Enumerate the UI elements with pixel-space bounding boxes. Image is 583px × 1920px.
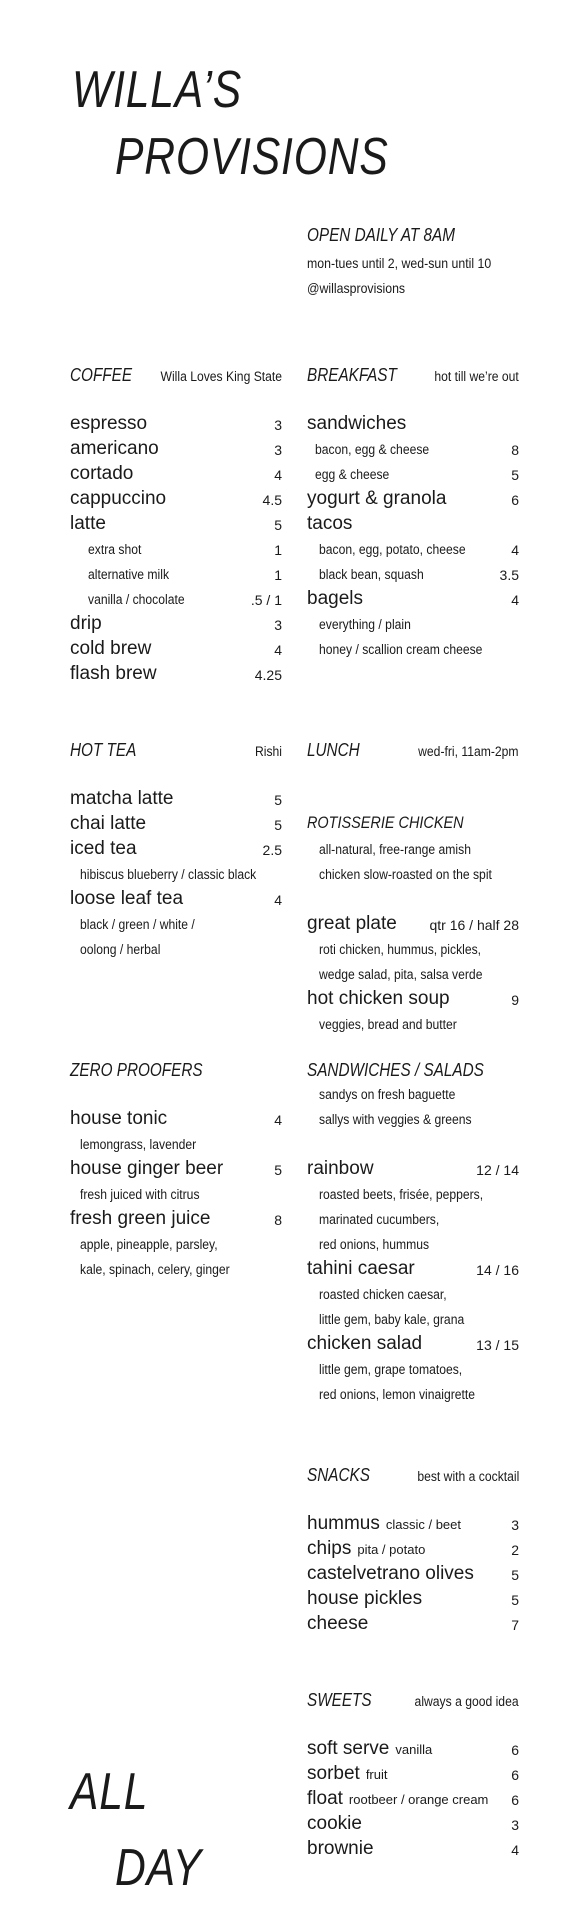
- item-description: [70, 941, 282, 961]
- menu-item: [307, 1333, 519, 1357]
- item-name: fresh green juice: [70, 1208, 211, 1229]
- item-description: [70, 1236, 282, 1256]
- menu-item: [307, 588, 519, 612]
- item-price: 1: [274, 567, 282, 583]
- item-name: tahini caesar: [307, 1258, 415, 1279]
- item-price: 5: [511, 467, 519, 483]
- item-note: pita / potato: [357, 1542, 426, 1557]
- item-description: [307, 1111, 519, 1131]
- menu-item: [307, 1738, 519, 1762]
- item-price: 5: [274, 817, 282, 833]
- footer-line-2: DAY: [115, 1839, 202, 1897]
- sub-item: [307, 466, 519, 486]
- item-price: 4: [274, 642, 282, 658]
- menu-item: [307, 1788, 519, 1812]
- item-description: [70, 1261, 282, 1281]
- add-on-item: [70, 541, 282, 561]
- item-name: kale, spinach, celery, ginger: [80, 1262, 230, 1277]
- item-name: house tonic: [70, 1108, 168, 1129]
- item-price: 4: [274, 1112, 282, 1128]
- item-name: americano: [70, 438, 159, 459]
- item-name: marinated cucumbers,: [319, 1212, 440, 1227]
- item-description: [307, 1186, 519, 1206]
- social-handle: @willasprovisions: [307, 280, 406, 296]
- menu-item: [70, 813, 282, 837]
- item-description: [307, 1386, 519, 1406]
- item-description: [307, 966, 519, 986]
- item-price: 4: [274, 467, 282, 483]
- item-price: 6: [511, 1792, 519, 1808]
- menu-item: [307, 1563, 519, 1587]
- item-description: [307, 941, 519, 961]
- section-header: [307, 365, 519, 389]
- item-price: 6: [511, 1742, 519, 1758]
- item-name: sandwiches: [307, 413, 407, 434]
- item-price: 8: [511, 442, 519, 458]
- menu-item: [307, 1763, 519, 1787]
- item-name: cheese: [307, 1613, 369, 1634]
- item-name: black / green / white /: [80, 917, 195, 932]
- item-name: house ginger beer: [70, 1158, 224, 1179]
- item-description: [307, 1311, 519, 1331]
- menu-item: [70, 438, 282, 462]
- item-note: rootbeer / orange cream: [348, 1792, 489, 1807]
- menu-item: [70, 638, 282, 662]
- item-price: 13 / 15: [476, 1337, 519, 1353]
- item-name: float: [307, 1788, 343, 1809]
- menu-item: [307, 1258, 519, 1282]
- item-name: wedge salad, pita, salsa verde: [319, 967, 483, 982]
- section-subtitle: Rishi: [254, 744, 282, 759]
- sub-item: [307, 566, 519, 586]
- item-description: [307, 866, 519, 886]
- item-name: iced tea: [70, 838, 137, 859]
- item-name: roasted chicken caesar,: [319, 1287, 447, 1302]
- item-price: 3: [511, 1517, 519, 1533]
- item-price: 4: [511, 1842, 519, 1858]
- item-price: 14 / 16: [476, 1262, 519, 1278]
- menu-item: [70, 413, 282, 437]
- item-description: [307, 1211, 519, 1231]
- section-header: [70, 740, 282, 764]
- item-name: cold brew: [70, 638, 152, 659]
- item-name: brownie: [307, 1838, 374, 1859]
- item-price: 6: [511, 492, 519, 508]
- item-name: drip: [70, 613, 102, 634]
- item-price: 7: [511, 1617, 519, 1633]
- menu-item: [70, 838, 282, 862]
- item-name: flash brew: [70, 663, 157, 684]
- item-description: [70, 1136, 282, 1156]
- item-name: soft serve: [307, 1738, 390, 1759]
- item-description: [307, 841, 519, 861]
- menu-item: [307, 988, 519, 1012]
- item-name: chai latte: [70, 813, 147, 834]
- item-price: 2.5: [262, 842, 282, 858]
- item-name: latte: [70, 513, 106, 534]
- item-name: egg & cheese: [315, 467, 390, 482]
- sub-item: [307, 641, 519, 661]
- item-price: 1: [274, 542, 282, 558]
- menu-item: [70, 1158, 282, 1182]
- item-name: cappuccino: [70, 488, 167, 509]
- add-on-item: [70, 566, 282, 586]
- item-description: [307, 1286, 519, 1306]
- section-title: LUNCH: [307, 740, 360, 760]
- item-name: veggies, bread and butter: [319, 1017, 457, 1032]
- menu-item: [307, 413, 519, 437]
- item-price: qtr 16 / half 28: [429, 917, 519, 933]
- item-name: apple, pineapple, parsley,: [80, 1237, 218, 1252]
- menu-item: [307, 1158, 519, 1182]
- item-price: 3.5: [499, 567, 519, 583]
- item-name: great plate: [307, 913, 397, 934]
- item-name: everything / plain: [319, 617, 411, 632]
- item-name: black bean, squash: [319, 567, 424, 582]
- item-price: 3: [274, 417, 282, 433]
- item-price: 4.25: [254, 667, 282, 683]
- item-price: 8: [274, 1212, 282, 1228]
- item-name: red onions, hummus: [319, 1237, 430, 1252]
- section-title: BREAKFAST: [307, 365, 397, 385]
- item-name: hot chicken soup: [307, 988, 450, 1009]
- menu-item: [307, 513, 519, 537]
- item-name: red onions, lemon vinaigrette: [319, 1387, 476, 1402]
- item-name: yogurt & granola: [307, 488, 447, 509]
- item-name: lemongrass, lavender: [80, 1137, 197, 1152]
- section-title: SWEETS: [307, 1690, 372, 1710]
- section-subtitle: always a good idea: [414, 1694, 519, 1709]
- item-name: castelvetrano olives: [307, 1563, 474, 1584]
- item-price: 5: [274, 517, 282, 533]
- item-name: matcha latte: [70, 788, 174, 809]
- item-name: honey / scallion cream cheese: [319, 642, 483, 657]
- menu-item: [307, 488, 519, 512]
- menu-item: [307, 1813, 519, 1837]
- item-name: roasted beets, frisée, peppers,: [319, 1187, 484, 1202]
- item-name: rainbow: [307, 1158, 374, 1179]
- item-name: hibiscus blueberry / classic black: [80, 867, 257, 882]
- item-description: [70, 916, 282, 936]
- item-name: roti chicken, hummus, pickles,: [319, 942, 482, 957]
- section-title: ZERO PROOFERS: [70, 1060, 203, 1080]
- menu-item: [70, 663, 282, 687]
- rotisserie-heading: ROTISSERIE CHICKEN: [307, 813, 464, 832]
- item-price: 4: [511, 592, 519, 608]
- item-description: [307, 1086, 519, 1106]
- item-name: fresh juiced with citrus: [80, 1187, 200, 1202]
- section-header: [307, 740, 519, 764]
- item-price: 5: [511, 1592, 519, 1608]
- item-name: sorbet: [307, 1763, 360, 1784]
- item-price: 9: [511, 992, 519, 1008]
- section-subtitle: best with a cocktail: [417, 1469, 519, 1484]
- item-description: [307, 1236, 519, 1256]
- sub-item: [307, 541, 519, 561]
- item-name: oolong / herbal: [80, 942, 161, 957]
- section-header: [70, 1060, 282, 1084]
- item-price: 3: [274, 442, 282, 458]
- item-name: cookie: [307, 1813, 362, 1834]
- item-name: sallys with veggies & greens: [319, 1112, 472, 1127]
- menu-item: [70, 513, 282, 537]
- item-price: 5: [274, 792, 282, 808]
- menu-item: [70, 788, 282, 812]
- item-price: .5 / 1: [250, 592, 282, 608]
- item-name: little gem, grape tomatoes,: [319, 1362, 463, 1377]
- add-on-item: [70, 591, 282, 611]
- hours-line: mon-tues until 2, wed-sun until 10: [307, 255, 492, 271]
- sub-item: [307, 441, 519, 461]
- item-name: bacon, egg, potato, cheese: [319, 542, 466, 557]
- item-name: tacos: [307, 513, 353, 534]
- item-note: classic / beet: [385, 1517, 462, 1532]
- item-name: hummus: [307, 1513, 380, 1534]
- hours-heading: OPEN DAILY AT 8AM: [307, 225, 455, 245]
- section-header: [307, 1465, 519, 1489]
- item-name: all-natural, free-range amish: [319, 842, 471, 857]
- section-title: SNACKS: [307, 1465, 370, 1485]
- section-header: [307, 1690, 519, 1714]
- section-header: [70, 365, 282, 389]
- menu-item: [307, 1538, 519, 1562]
- item-price: 3: [511, 1817, 519, 1833]
- title-line-1: WILLA’S: [72, 61, 243, 119]
- sub-item: [307, 616, 519, 636]
- section-header: [307, 1060, 519, 1084]
- item-name: little gem, baby kale, grana: [319, 1312, 465, 1327]
- title-line-2: PROVISIONS: [115, 128, 389, 186]
- item-description: [307, 1361, 519, 1381]
- item-name: chips: [307, 1538, 352, 1559]
- item-name: sandys on fresh baguette: [319, 1087, 456, 1102]
- item-name: chicken slow-roasted on the spit: [319, 867, 492, 882]
- menu-item: [307, 1513, 519, 1537]
- menu-item: [307, 913, 519, 937]
- item-price: 12 / 14: [476, 1162, 519, 1178]
- item-name: loose leaf tea: [70, 888, 184, 909]
- section-subtitle: hot till we’re out: [434, 369, 519, 384]
- item-description: [70, 866, 282, 886]
- item-name: alternative milk: [88, 567, 170, 582]
- section-subtitle: wed-fri, 11am-2pm: [418, 744, 519, 759]
- section-title: COFFEE: [70, 365, 133, 385]
- item-name: bagels: [307, 588, 363, 609]
- item-price: 5: [511, 1567, 519, 1583]
- item-name: bacon, egg & cheese: [315, 442, 430, 457]
- item-note: fruit: [365, 1767, 388, 1782]
- item-price: 4: [511, 542, 519, 558]
- item-price: 4: [274, 892, 282, 908]
- menu-item: [70, 888, 282, 912]
- menu-item: [307, 1588, 519, 1612]
- menu-item: [307, 1838, 519, 1862]
- footer-line-1: ALL: [70, 1763, 149, 1821]
- section-title: HOT TEA: [70, 740, 137, 760]
- section-subtitle: Willa Loves King State: [160, 369, 282, 384]
- item-name: chicken salad: [307, 1333, 423, 1354]
- item-description: [307, 1016, 519, 1036]
- item-name: house pickles: [307, 1588, 423, 1609]
- menu-item: [70, 1108, 282, 1132]
- menu-item: [70, 1208, 282, 1232]
- item-name: espresso: [70, 413, 148, 434]
- item-price: 4.5: [262, 492, 282, 508]
- menu-item: [70, 613, 282, 637]
- item-price: 3: [274, 617, 282, 633]
- item-price: 5: [274, 1162, 282, 1178]
- section-title: SANDWICHES / SALADS: [307, 1060, 484, 1080]
- item-name: cortado: [70, 463, 134, 484]
- item-name: extra shot: [88, 542, 142, 557]
- item-note: vanilla: [395, 1742, 433, 1757]
- menu-item: [307, 1613, 519, 1637]
- item-price: 2: [511, 1542, 519, 1558]
- item-price: 6: [511, 1767, 519, 1783]
- item-description: [70, 1186, 282, 1206]
- menu-item: [70, 488, 282, 512]
- menu-item: [70, 463, 282, 487]
- item-name: vanilla / chocolate: [88, 592, 185, 607]
